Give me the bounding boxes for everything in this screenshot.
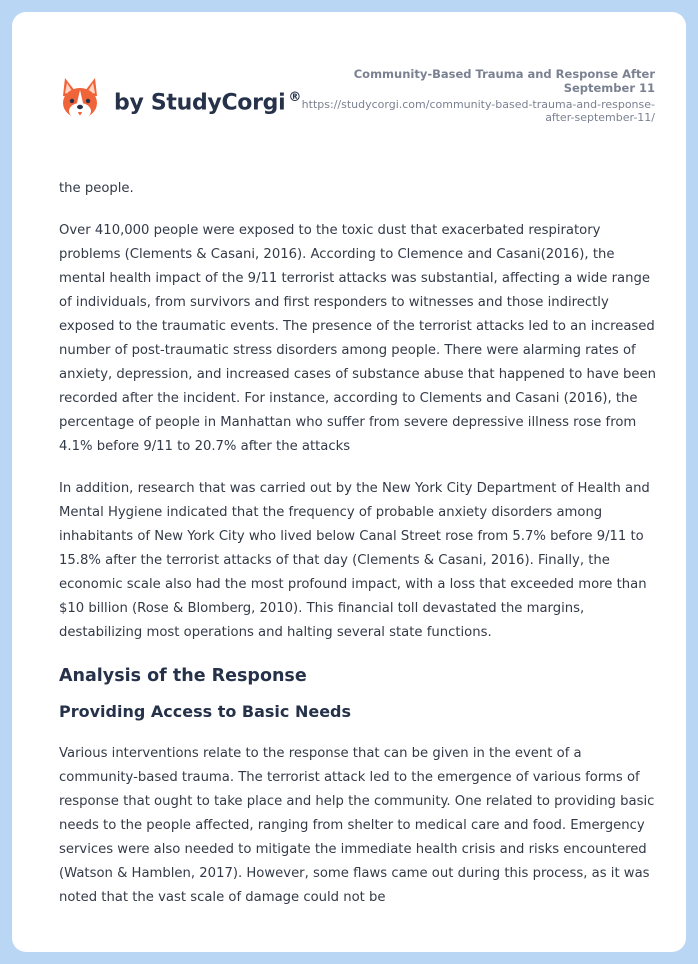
studycorgi-logo[interactable] [60,76,301,122]
subsection-heading: Providing Access to Basic Needs [59,702,352,721]
corgi-icon [60,76,100,122]
paragraph: In addition, research that was carried out by the New York City Department of Health and Mental Hygiene indicated that the frequency of probable anxiety disorders among inhabitants of New York City who lived below Canal Street rose from 5.7% before 9/11 to 15.8% after the terrorist attacks of that day (Clements & Casani, 2016). Finally, the economic scale also had the most profound impact, with a loss that exceeded more than $10 billion (Rose & Blomberg, 2010). This financial toll devastated the margins, destabilizing most operations and halting several state functions. [59,481,650,640]
paragraph: Over 410,000 people were exposed to the toxic dust that exacerbated respiratory problems (Clements & Casani, 2016). According to Clemence and Casani(2016), the mental health impact of the 9/11 terrorist attacks was substantial, affecting a wide range of individuals, from survivors and first responders to witnesses and those indirectly exposed to the traumatic events. The presence of the terrorist attacks led to an increased number of post-traumatic stress disorders among people. There were alarming rates of anxiety, depression, and increased cases of substance abuse that happened to have been recorded after the incident. For instance, according to Clements and Casani (2016), the percentage of people in Manhattan who suffer from severe depressive illness rose from 4.1% before 9/11 to 20.7% after the attacks [59,223,656,454]
document-title: Community-Based Trauma and Response After September 11 [353,67,655,95]
section-heading: Analysis of the Response [59,666,307,686]
document-meta [295,67,655,124]
brand-name: by StudyCorgi ® [114,90,302,116]
document-page [12,12,686,952]
paragraph: Various interventions relate to the response that can be given in the event of a community-based trauma. The terrorist attack led to the emergence of various forms of response that ought to take place and help the community. One related to providing basic needs to the people affected, ranging from shelter to medical care and food. Emergency services were also needed to mitigate the immediate health crisis and risks encountered (Watson & Hamblen, 2017). However, some flaws came out during this process, as it was noted that the vast scale of damage could not be [59,746,655,905]
paragraph: the people. [59,181,134,196]
article-body [59,177,659,928]
document-url[interactable]: https://studycorgi.com/community-based-trauma-and-response-after-september-11/ [301,98,655,124]
